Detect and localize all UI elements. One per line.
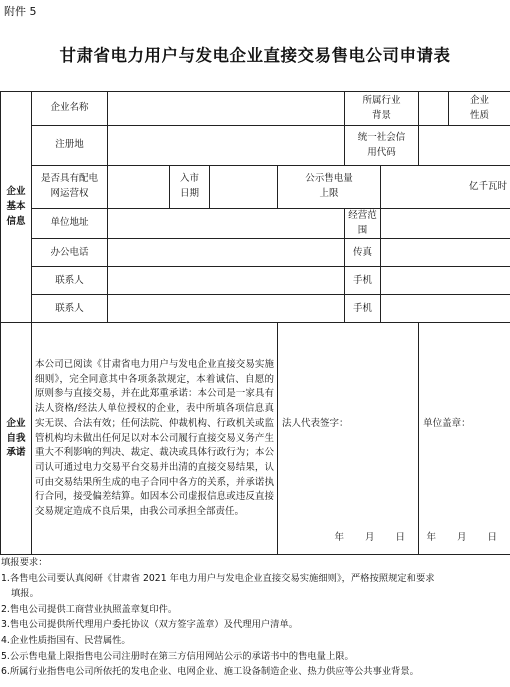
- legal-rep-label: 法人代表签字：: [282, 417, 349, 429]
- filling-requirements: [0, 555, 510, 680]
- note-item: 4.企业性质指国有、民营属性。: [1, 635, 131, 647]
- row-company: [1, 92, 510, 126]
- value-industry[interactable]: [419, 92, 449, 126]
- pledge-text: 本公司已阅读《甘肃省电力用户与发电企业直接交易实施细则》，完全同意其中各项条款规定，本着诚信、自愿的原则参与直接交易，并在此郑重承诺：本公司是一家具有法人资格/经法人单位授权的企业，表中所填各项信息真实无误、合法有效；任何法院、仲裁机构、行政机关或监管机构均未做出任何足以对本公司履行直接交易义务产生重大不利影响的判决、裁定、裁决或具体行政行为；本公司认可通过电力交易平台交易并出清的直接交易结果，认可由交易结果所生成的电子合同中各方的关系，并承诺执行合同，接受偏差结算。如因本公司虚报信息或违反直接交易规定造成不良后果，由我公司承担全部责任。: [32, 323, 278, 555]
- note-item: 2.售电公司提供工商营业执照盖章复印件。: [1, 603, 178, 615]
- note-item: 5.公示售电量上限指售电公司注册时在第三方信用网站公示的承诺书中的售电量上限。: [1, 650, 354, 662]
- row-pledge: [1, 323, 510, 555]
- label-mobile-2: 手机: [345, 295, 381, 323]
- row-office-phone: [1, 239, 510, 267]
- value-credit-code[interactable]: [419, 126, 510, 166]
- attachment-label: 附件 5: [4, 5, 37, 18]
- value-contact-1[interactable]: [108, 267, 345, 295]
- note-item: 3.售电公司提供所代理用户委托协议（双方签字盖章）及代理用户清单。: [1, 619, 299, 631]
- section-pledge-label: 企业 自我 承诺: [6, 417, 26, 459]
- form-title: 甘肃省电力用户与发电企业直接交易售电公司申请表: [59, 46, 451, 65]
- value-public-volume[interactable]: [381, 166, 510, 209]
- label-office-phone: 办公电话: [32, 239, 108, 267]
- row-distribution: [1, 166, 510, 209]
- note-item-continued: 填报。: [11, 588, 39, 600]
- value-distribution[interactable]: [108, 166, 170, 209]
- label-company-name: 企业名称: [32, 92, 108, 126]
- value-market-entry[interactable]: [210, 166, 278, 209]
- seal-date: 年 月 日: [426, 532, 498, 544]
- seal-cell[interactable]: [419, 323, 510, 555]
- label-fax: 传真: [345, 239, 381, 267]
- note-item: 6.所属行业指售电公司所依托的发电企业、电网企业、施工设备制造企业、热力供应等公共事业背景。: [1, 666, 419, 678]
- label-contact-1: 联系人: [32, 267, 108, 295]
- label-unit-address: 单位地址: [32, 209, 108, 239]
- label-public-volume: 公示售电量 上限: [278, 166, 381, 209]
- label-distribution: 是否具有配电 网运营权: [32, 166, 108, 209]
- section-pledge: [1, 323, 32, 555]
- seal-label: 单位盖章：: [423, 417, 471, 429]
- application-table: [0, 91, 510, 555]
- section-basic-info: [1, 92, 32, 323]
- label-industry: 所属行业 背景: [345, 92, 419, 126]
- value-mobile-1[interactable]: [381, 267, 510, 295]
- value-business-scope[interactable]: [381, 209, 510, 239]
- value-reg-address[interactable]: [108, 126, 345, 166]
- label-market-entry: 入市 日期: [170, 166, 210, 209]
- row-registration: [1, 126, 510, 166]
- label-reg-address: 注册地: [32, 126, 108, 166]
- label-contact-2: 联系人: [32, 295, 108, 323]
- label-business-scope: 经营范围: [345, 209, 381, 239]
- value-mobile-2[interactable]: [381, 295, 510, 323]
- value-office-phone[interactable]: [108, 239, 345, 267]
- row-contact-2: [1, 295, 510, 323]
- value-fax[interactable]: [381, 239, 510, 267]
- row-contact-1: [1, 267, 510, 295]
- row-unit-address: [1, 209, 510, 239]
- section-basic-label: 企业 基本 信息: [6, 186, 26, 227]
- legal-rep-date: 年 月 日: [334, 532, 406, 544]
- label-nature: 企业 性质: [449, 92, 510, 126]
- value-company-name[interactable]: [108, 92, 345, 126]
- volume-unit: 亿千瓦时: [469, 180, 508, 192]
- notes-header: 填报要求：: [1, 557, 48, 568]
- label-credit-code: 统一社会信 用代码: [345, 126, 419, 166]
- value-contact-2[interactable]: [108, 295, 345, 323]
- note-item: 1.各售电公司要认真阅研《甘肃省 2021 年电力用户与发电企业直接交易实施细则》，严格按照规定和要求: [1, 572, 435, 584]
- label-mobile-1: 手机: [345, 267, 381, 295]
- legal-rep-signature-cell[interactable]: [278, 323, 419, 555]
- value-unit-address[interactable]: [108, 209, 345, 239]
